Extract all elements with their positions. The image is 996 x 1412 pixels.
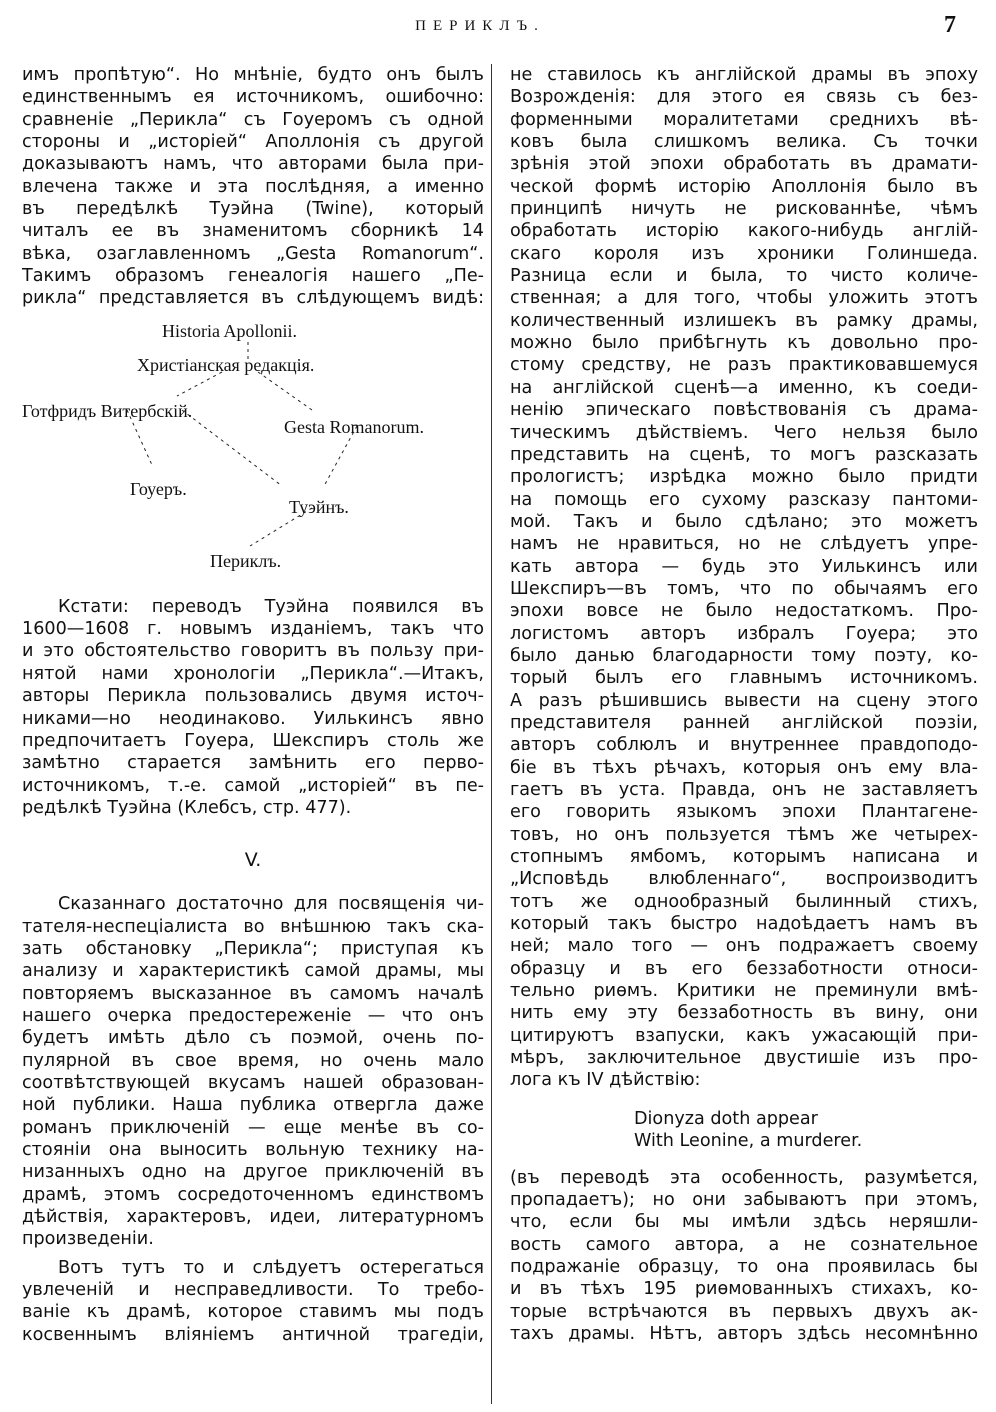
stemma-node-gower: Гоуеръ. bbox=[130, 478, 187, 499]
text-line: стопнымъ ямбомъ, которымъ написана и bbox=[510, 847, 978, 868]
text-line: ческой формѣ исторію Аполлонія было въ bbox=[510, 176, 978, 197]
text-line: предпочитаетъ Гоуера, Шекспиръ столь же bbox=[22, 730, 484, 751]
running-title: ПЕРИКЛЪ. bbox=[415, 18, 545, 34]
text-line: тахъ драмы. Нѣтъ, авторъ здѣсь несомнѣнно bbox=[510, 1323, 978, 1344]
text-line: дѣйствія, характеровъ, идеи, литературномъ bbox=[22, 1207, 484, 1228]
text-line: ной публики. Наша публика отвергла даже bbox=[22, 1095, 484, 1116]
stemma-node-gesta: Gesta Romanorum. bbox=[284, 416, 424, 437]
text-line: эпохи вовсе не было недостаткомъ. Про- bbox=[510, 601, 978, 622]
text-line: обработать исторію какого-нибудь англій- bbox=[510, 221, 978, 242]
paragraph-section-five bbox=[22, 893, 484, 1251]
stemma-line bbox=[182, 410, 282, 486]
text-line: низанныхъ одно на другое приключеній въ bbox=[22, 1162, 484, 1183]
stemma-node-pericles: Периклъ. bbox=[210, 550, 282, 571]
text-line: скаго короля изъ хроники Голиншеда. bbox=[510, 243, 978, 264]
stemma-node-twine: Туэйнъ. bbox=[289, 496, 349, 517]
text-line: въ передѣлкѣ Туэйна (Twine), который bbox=[22, 199, 484, 220]
paragraph-genealogy-intro bbox=[22, 64, 484, 310]
text-line: стороны и „исторіей“ Аполлонія съ другой bbox=[22, 132, 484, 153]
verse-quote bbox=[510, 1108, 978, 1153]
text-line: не ставилось къ англійской драмы въ эпоху bbox=[510, 65, 978, 85]
text-line: кать автора — будь это Уилькинсъ или bbox=[510, 556, 978, 577]
paragraph-caution bbox=[22, 1257, 484, 1346]
text-line: ственная; а для того, чтобы уложить этотъ bbox=[510, 288, 978, 309]
text-line: тателя-неспеціалиста во внѣшнюю такъ ска- bbox=[22, 916, 484, 937]
text-line: тельно риѳмъ. Критики не преминули вмѣ- bbox=[510, 981, 978, 1002]
column-divider bbox=[491, 64, 492, 1404]
text-line: авторы Перикла пользовались двумя источ- bbox=[22, 686, 484, 707]
stemma-node-gotfrid: Готфридъ Витербскій. bbox=[22, 400, 193, 421]
text-line: ваніе къ драмѣ, которое ставимъ мы подъ bbox=[22, 1302, 484, 1323]
text-line: что, если бы мы имѣли здѣсь неряшли- bbox=[510, 1212, 978, 1233]
text-line: можно было прибѣгнуть къ довольно про- bbox=[510, 333, 978, 354]
paragraph-rhymes bbox=[510, 1167, 978, 1346]
text-line: представить на сценѣ, то могъ разсказать bbox=[510, 444, 978, 465]
text-line: редѣлкѣ Туэйна (Клебсъ, стр. 477). bbox=[22, 797, 352, 818]
text-line: стому средству, не разъ практиковавшемуся bbox=[510, 355, 978, 376]
text-line: тическимъ дѣйствіемъ. Чего нельзя было bbox=[510, 422, 978, 443]
section-heading: V. bbox=[244, 849, 262, 872]
text-line: цитируютъ взапуски, какъ ужасающій при- bbox=[510, 1025, 978, 1046]
text-line: источникомъ, т.-е. самой „исторіей“ въ пе- bbox=[22, 775, 484, 796]
text-line: принципѣ ничуть не рискованнѣе, чѣмъ bbox=[510, 199, 978, 220]
text-line: романъ приключеній — еще менѣе въ со- bbox=[22, 1117, 484, 1138]
text-line: пропадаетъ); но они забываютъ при этомъ, bbox=[510, 1189, 978, 1210]
text-line: мѣръ, заключительное двустишіе изъ про- bbox=[510, 1048, 978, 1069]
text-line: рикла“ представляется въ слѣдующемъ видѣ: bbox=[22, 288, 484, 309]
spacer bbox=[22, 819, 484, 849]
text-line: доказываютъ намъ, что авторами была при- bbox=[22, 154, 484, 175]
spacer bbox=[22, 871, 484, 893]
text-line: лога къ IV дѣйствію: bbox=[510, 1070, 701, 1091]
verse-line: With Leonine, a murderer. bbox=[634, 1131, 863, 1152]
paragraph-twine-translation bbox=[22, 596, 484, 819]
text-line: вость самого автора, а не сознательное bbox=[510, 1234, 978, 1255]
verse-line: Dionyza doth appear bbox=[634, 1108, 818, 1129]
text-line: его говорить языкомъ эпохи Плантагене- bbox=[510, 802, 978, 823]
stemma-node-historia: Historia Apollonii. bbox=[162, 320, 297, 341]
text-line: произведеніи. bbox=[22, 1229, 154, 1250]
genealogy-stemma bbox=[22, 310, 484, 596]
text-line: 1600—1608 г. новымъ изданіемъ, такъ что bbox=[22, 619, 484, 640]
text-line: увлеченій и несправедливости. То требо- bbox=[22, 1280, 484, 1301]
text-line: (въ переводѣ эта особенность, разумѣется, bbox=[510, 1167, 978, 1188]
text-line: Такимъ образомъ генеалогія нашего „Пе- bbox=[22, 266, 484, 287]
text-line: „Исповѣдь влюбленнаго“, воспроизводитъ bbox=[510, 869, 978, 890]
text-line: зать обстановку „Перикла“; приступая къ bbox=[22, 938, 484, 959]
text-line: авторъ соблюлъ и внутреннее правдоподо- bbox=[510, 735, 978, 756]
running-head bbox=[0, 12, 996, 42]
text-line: и это обстоятельство говоритъ въ пользу при- bbox=[22, 641, 484, 662]
text-line: логистомъ авторъ избралъ Гоуера; это bbox=[510, 623, 978, 644]
stemma-line bbox=[258, 372, 312, 410]
text-line: анализу и характеристикѣ самой драмы, мы bbox=[22, 961, 484, 982]
text-line: прологистъ; изрѣдка можно было придти bbox=[510, 467, 978, 488]
text-line: влечена также и эта послѣдняя, а именно bbox=[22, 176, 484, 197]
text-line: драмѣ, этомъ сосредоточенномъ единствомъ bbox=[22, 1184, 484, 1205]
text-line: ненію эпическаго повѣствованія съ драма- bbox=[510, 400, 978, 421]
right-column bbox=[510, 64, 978, 1345]
text-line: представителя ранней англійской поэзіи, bbox=[510, 712, 978, 733]
text-line: Сказаннаго достаточно для посвященія чи- bbox=[58, 894, 484, 915]
text-line: повторяемъ высказанное въ самомъ началѣ bbox=[22, 983, 484, 1004]
text-line: зрѣнія этой эпохи обработать въ драмати- bbox=[510, 154, 978, 175]
text-line: Разница если и была, то чисто количе- bbox=[510, 266, 978, 287]
text-line: было данью благодарности тому поэту, ко- bbox=[510, 645, 978, 666]
text-line: тотъ же однообразный былинный стихъ, bbox=[510, 891, 978, 912]
text-line: мой. Такъ и было сдѣлано; это можетъ bbox=[510, 511, 978, 532]
text-line: ковъ была слишкомъ велика. Съ точки bbox=[510, 132, 978, 153]
text-line: никами—но неодинаково. Уилькинсъ явно bbox=[22, 708, 484, 729]
text-line: товъ, но онъ пользуется тѣмъ же четырех- bbox=[510, 824, 978, 845]
text-line: торый былъ его главнымъ источникомъ. bbox=[510, 668, 978, 689]
spacer bbox=[510, 1092, 978, 1108]
text-line: подражаніе образцу, то она проявилась бы bbox=[510, 1256, 978, 1277]
text-line: ней; мало того — онъ подражаетъ своему bbox=[510, 936, 978, 957]
page-number: 7 bbox=[944, 12, 956, 38]
text-line: Возрожденія: для этого ея связь съ без- bbox=[510, 87, 978, 108]
text-line: біе въ тѣхъ рѣчахъ, которыя онъ ему вла- bbox=[510, 757, 978, 778]
stemma-node-christian: Христіанская редакція. bbox=[137, 354, 315, 375]
text-line: нить ему эту беззаботность въ вину, они bbox=[510, 1003, 978, 1024]
text-line: Вотъ тутъ то и слѣдуетъ остерегаться bbox=[58, 1257, 484, 1278]
text-line: единственнымъ ея источникомъ, ошибочно: bbox=[22, 87, 484, 108]
text-line: читалъ ее въ знаменитомъ сборникѣ 14 bbox=[22, 221, 484, 242]
text-line: имъ пропѣтую“. Но мнѣніе, будто онъ былъ bbox=[22, 65, 484, 85]
spacer bbox=[510, 1153, 978, 1167]
text-line: пулярной въ свое время, но очень мало bbox=[22, 1050, 484, 1071]
text-line: замѣтно старается замѣнить его перво- bbox=[22, 753, 484, 774]
text-line: намъ не нравиться, но не слѣдуетъ упре- bbox=[510, 534, 978, 555]
paragraph-renaissance-drama bbox=[510, 64, 978, 1092]
text-line: и въ тѣхъ 195 риѳмованныхъ стихахъ, ко- bbox=[510, 1279, 978, 1300]
left-column bbox=[22, 64, 484, 1346]
text-line: гаетъ въ уста. Правда, онъ не заставляетъ bbox=[510, 780, 978, 800]
text-line: вѣка, озаглавленномъ „Gesta Romanorum“. bbox=[22, 243, 484, 264]
text-line: образцу и въ его беззаботности относи- bbox=[510, 958, 978, 979]
text-line: торые встрѣчаются въ первыхъ двухъ ак- bbox=[510, 1301, 978, 1322]
text-line: стояніи она выносить вольную технику на- bbox=[22, 1140, 484, 1160]
text-line: на англійской сценѣ—а именно, къ соеди- bbox=[510, 377, 978, 398]
text-line: А разъ рѣшившись вывести на сцену этого bbox=[510, 690, 978, 711]
text-line: сравненіе „Перикла“ съ Гоуеромъ съ одной bbox=[22, 109, 484, 130]
text-line: косвеннымъ вліяніемъ античной трагедіи, bbox=[22, 1324, 484, 1345]
text-line: будетъ имѣть дѣло съ поэмой, очень по- bbox=[22, 1028, 484, 1049]
text-line: нятой нами хронологіи „Перикла“.—Итакъ, bbox=[22, 663, 484, 684]
text-line: Кстати: переводъ Туэйна появился въ bbox=[58, 596, 484, 617]
text-line: соотвѣтствующей вкусамъ нашей образован- bbox=[22, 1072, 484, 1093]
text-line: количественный излишекъ въ рамку драмы, bbox=[510, 310, 978, 331]
text-line: нашего очерка предостереженіе — что онъ bbox=[22, 1005, 484, 1026]
text-line: который такъ быстро надоѣдаетъ намъ въ bbox=[510, 914, 978, 935]
text-line: на помощь его сухому разсказу пантоми- bbox=[510, 489, 978, 510]
text-line: Шекспиръ—въ томъ, что по обычаямъ его bbox=[510, 578, 978, 599]
text-line: форменными моралитетами среднихъ вѣ- bbox=[510, 109, 978, 130]
